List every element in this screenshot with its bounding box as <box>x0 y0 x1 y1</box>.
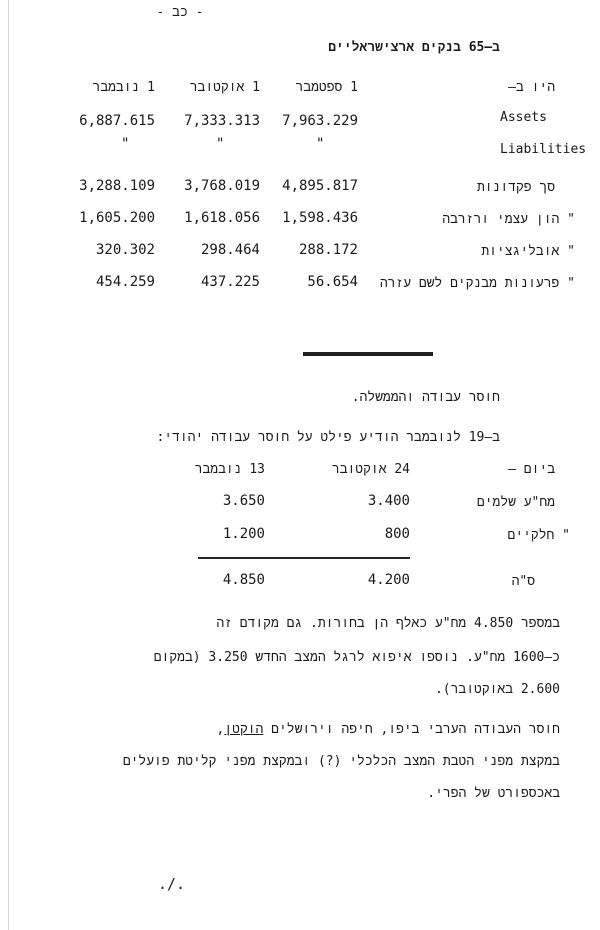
table2-header-col1: 24 אוקטובר <box>331 462 410 477</box>
table1-row-label: " אובליגציות <box>481 244 575 259</box>
table1-cell: 56.654 <box>307 274 358 290</box>
section-divider <box>303 352 433 356</box>
table1-cell: 6,887.615 <box>79 113 155 129</box>
paragraph1-line: כ–1600 מח"ע. נוספו איפוא לרגל המצב החדש 3.250 (במקום <box>153 650 560 665</box>
paragraph2-line2: במקצת מפני הטבת המצב הכלכלי (?) ובמקצת מפני קליטת פועלים <box>122 754 560 769</box>
paragraph1-line: 2.600 באוקטובר). <box>434 682 560 697</box>
table1-cell: 437.225 <box>200 274 260 290</box>
table1-header-col3: 1 נובמבר <box>92 80 155 95</box>
table2-header-col2: 13 נובמבר <box>194 462 265 477</box>
section2-title: חוסר עבודה והממשלה. <box>351 390 500 405</box>
paragraph2-punct: , <box>216 722 225 737</box>
table2-cell: 3.400 <box>367 493 410 509</box>
underlined-word: הוקטן <box>224 722 264 737</box>
table2-header-label: ביום – <box>508 462 555 477</box>
table2-cell: 800 <box>384 526 410 542</box>
table1-cell: 7,963.229 <box>282 113 358 129</box>
table1-row-label: " פרעונות מבנקים לשם עזרה <box>379 276 575 291</box>
page-number: - כב - <box>156 5 204 20</box>
table2-total-cell: 4.200 <box>367 572 410 588</box>
table1-cell: " <box>216 136 225 152</box>
paragraph2-line1 <box>150 722 560 738</box>
paragraph2-text: חוסר העבודה הערבי ביפו, חיפה וירושלים <box>263 722 560 737</box>
table1-cell: 298.464 <box>200 242 260 258</box>
table1-cell: " <box>316 136 325 152</box>
continuation-mark: ./. <box>158 875 186 893</box>
section2-intro: ב–19 לנובמבר הודיע פילט על חוסר עבודה יהודי: <box>156 430 500 445</box>
table1-row-label: סך פקדונות <box>476 180 555 195</box>
table1-cell: 1,605.200 <box>79 210 155 226</box>
paragraph2-line3: באכספורט של הפרי. <box>427 786 560 801</box>
table2-row-label: מח"ע שלמים <box>476 495 555 510</box>
table2-row-label: " חלקיים <box>507 528 570 543</box>
table1-cell: 1,618.056 <box>184 210 260 226</box>
table1-cell: 4,895.817 <box>282 178 358 194</box>
table1-header-col2: 1 אוקטובר <box>189 80 260 95</box>
table1-cell: 1,598.436 <box>282 210 358 226</box>
table2-cell: 3.650 <box>222 493 265 509</box>
table1-cell: 3,768.019 <box>184 178 260 194</box>
table2-total-cell: 4.850 <box>222 572 265 588</box>
table1-row-label: " הון עצמי ורזרבה <box>442 212 575 227</box>
table1-cell: 320.302 <box>95 242 155 258</box>
table1-cell: 454.259 <box>95 274 155 290</box>
table1-row-label: Liabilities <box>500 142 587 157</box>
table1-cell: 3,288.109 <box>79 178 155 194</box>
table1-cell: " <box>121 136 130 152</box>
table2-total-label: ס"ה <box>511 574 535 589</box>
left-margin-line <box>8 0 9 930</box>
table1-row-label: Assets <box>500 110 547 125</box>
table1-cell: 7,333.313 <box>184 113 260 129</box>
table2-cell: 1.200 <box>222 526 265 542</box>
table1-cell: 288.172 <box>298 242 358 258</box>
table1-header-col1: 1 ספטמבר <box>295 80 358 95</box>
document-title: ב–65 בנקים ארצישראליים <box>328 40 500 55</box>
sum-rule <box>198 557 410 559</box>
table1-header-label: היו ב– <box>508 80 555 95</box>
paragraph1-line: במספר 4.850 מח"ע כאלף הן בחורות. גם מקודם זה <box>216 616 560 631</box>
